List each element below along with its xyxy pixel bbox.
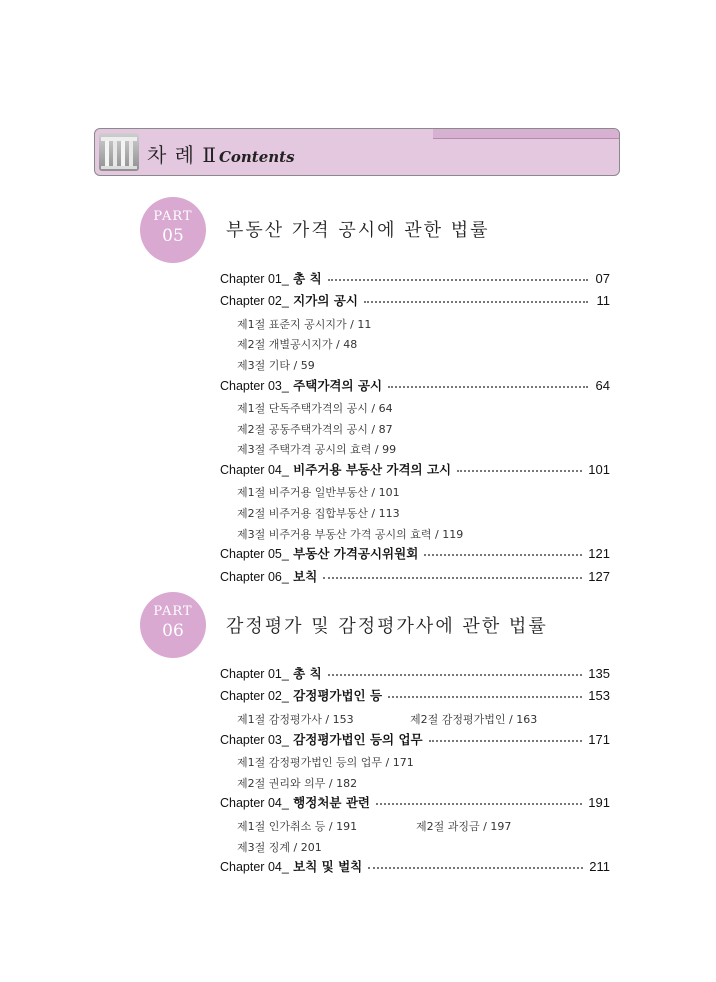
page-number: 101 [588, 461, 610, 477]
dot-leader [376, 803, 582, 805]
toc-chapter-row[interactable] [220, 566, 610, 586]
chapter-number: Chapter 04_ [220, 463, 289, 477]
chapter-title: 지가의 공시 [293, 293, 358, 308]
toc-section[interactable]: 제1절 감정평가사 / 153 [237, 713, 354, 726]
page-number: 153 [588, 687, 610, 703]
toc-chapter-row[interactable] [220, 543, 610, 563]
toc-section[interactable]: 제1절 인가취소 등 / 191 [237, 820, 358, 833]
toc-chapter-row[interactable] [220, 729, 610, 749]
dot-leader [368, 867, 583, 869]
dot-leader [388, 386, 588, 388]
toc-section[interactable]: 제2절 과징금 / 197 [416, 820, 512, 833]
banner-tab-decoration [433, 128, 620, 139]
contents-title-english: Contents [218, 148, 295, 166]
dot-leader [323, 577, 582, 579]
greek-columns-image [99, 133, 139, 171]
contents-title-korean: 차 례 Ⅱ [147, 143, 217, 167]
chapter-title: 보칙 및 벌칙 [293, 859, 363, 874]
chapter-title: 행정처분 관련 [293, 795, 370, 810]
dot-leader [388, 696, 582, 698]
toc-chapter-row[interactable] [220, 663, 610, 683]
dot-leader [328, 279, 588, 281]
dot-leader [429, 740, 583, 742]
chapter-number: Chapter 04_ [220, 796, 289, 810]
toc-section[interactable]: 제3절 주택가격 공시의 효력 / 99 [237, 443, 397, 456]
toc-section[interactable]: 제3절 기타 / 59 [237, 359, 315, 372]
chapter-number: Chapter 01_ [220, 667, 289, 681]
part-number: 06 [162, 621, 184, 641]
page-number: 191 [588, 794, 610, 810]
toc-section[interactable]: 제2절 감정평가법인 / 163 [410, 713, 538, 726]
toc-section[interactable]: 제2절 개별공시지가 / 48 [237, 338, 358, 351]
page-number: 171 [588, 731, 610, 747]
chapter-number: Chapter 03_ [220, 733, 289, 747]
part-05-title: 부동산 가격 공시에 관한 법률 [226, 220, 490, 241]
chapter-number: Chapter 03_ [220, 379, 289, 393]
dot-leader [424, 554, 582, 556]
chapter-number: Chapter 05_ [220, 547, 289, 561]
toc-section[interactable]: 제1절 비주거용 일반부동산 / 101 [237, 486, 400, 499]
page-number: 64 [595, 377, 610, 393]
toc-chapter-row[interactable] [220, 268, 610, 288]
page-number: 135 [588, 665, 610, 681]
toc-section[interactable]: 제2절 비주거용 집합부동산 / 113 [237, 507, 400, 520]
chapter-title: 감정평가법인 등 [293, 688, 383, 703]
chapter-title: 주택가격의 공시 [293, 378, 383, 393]
toc-chapter-row[interactable] [220, 856, 610, 876]
toc-chapter-row[interactable] [220, 290, 610, 310]
toc-section[interactable]: 제3절 비주거용 부동산 가격 공시의 효력 / 119 [237, 528, 464, 541]
chapter-title: 보칙 [293, 569, 318, 584]
page-number: 121 [588, 545, 610, 561]
contents-title [147, 139, 295, 168]
part-label: PART [153, 209, 193, 224]
contents-header-banner [94, 128, 620, 176]
part-label: PART [153, 604, 193, 619]
toc-section[interactable]: 제3절 징계 / 201 [237, 841, 322, 854]
chapter-title: 부동산 가격공시위원회 [293, 546, 419, 561]
toc-chapter-row[interactable] [220, 792, 610, 812]
dot-leader [457, 470, 582, 472]
chapter-title: 총 칙 [293, 666, 322, 681]
toc-section[interactable]: 제2절 공동주택가격의 공시 / 87 [237, 423, 393, 436]
chapter-title: 감정평가법인 등의 업무 [293, 732, 423, 747]
chapter-number: Chapter 02_ [220, 294, 289, 308]
toc-chapter-row[interactable] [220, 459, 610, 479]
chapter-number: Chapter 02_ [220, 689, 289, 703]
part-number: 05 [162, 226, 184, 246]
chapter-number: Chapter 04_ [220, 860, 289, 874]
dot-leader [328, 674, 583, 676]
toc-section[interactable]: 제2절 권리와 의무 / 182 [237, 777, 358, 790]
toc-chapter-row[interactable] [220, 685, 610, 705]
page-number: 11 [596, 292, 610, 308]
toc-section[interactable]: 제1절 표준지 공시지가 / 11 [237, 318, 372, 331]
part-06-title: 감정평가 및 감정평가사에 관한 법률 [226, 616, 548, 637]
page-number: 211 [589, 858, 610, 874]
dot-leader [364, 301, 588, 303]
chapter-number: Chapter 01_ [220, 272, 289, 286]
page-number: 127 [588, 568, 610, 584]
toc-section[interactable]: 제1절 단독주택가격의 공시 / 64 [237, 402, 393, 415]
toc-chapter-row[interactable] [220, 375, 610, 395]
part-06-badge [140, 592, 206, 658]
toc-section[interactable]: 제1절 감정평가법인 등의 업무 / 171 [237, 756, 414, 769]
page-number: 07 [595, 270, 610, 286]
chapter-number: Chapter 06_ [220, 570, 289, 584]
chapter-title: 비주거용 부동산 가격의 고시 [293, 462, 452, 477]
part-05-badge [140, 197, 206, 263]
chapter-title: 총 칙 [293, 271, 322, 286]
